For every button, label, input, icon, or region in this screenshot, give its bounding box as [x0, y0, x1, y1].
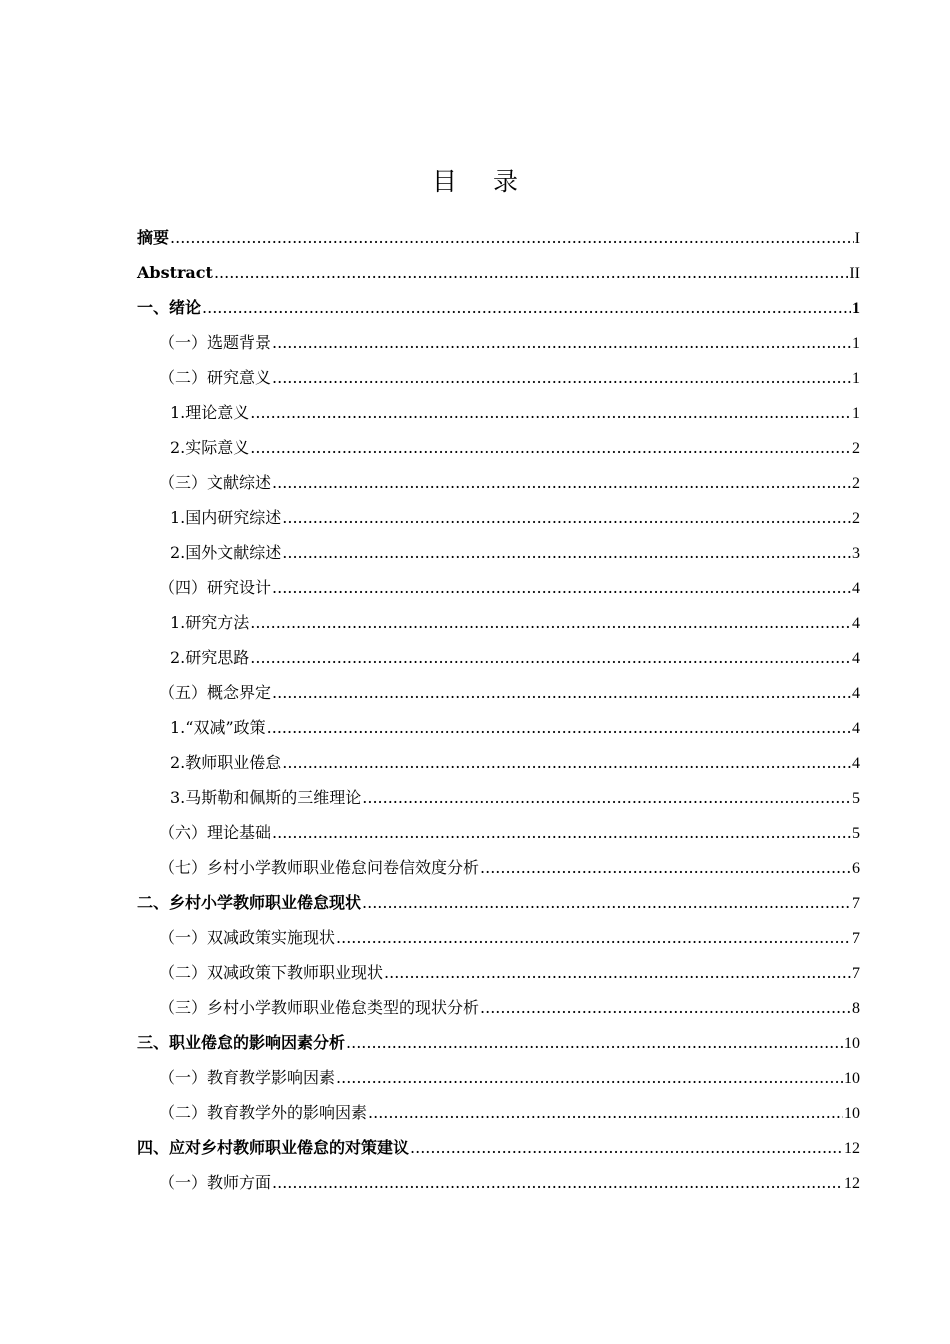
- toc-entry[interactable]: [137, 1060, 860, 1095]
- toc-entry-page-number: 2: [852, 510, 860, 527]
- dot-leader: [346, 1025, 843, 1060]
- dot-leader: [368, 1095, 843, 1130]
- dot-leader: [250, 640, 851, 675]
- dot-leader: [282, 745, 851, 780]
- toc-entry-label: （七）乡村小学教师职业倦怠问卷信效度分析: [159, 858, 480, 877]
- toc-entry[interactable]: [137, 500, 860, 535]
- dot-leader: [336, 1060, 843, 1095]
- toc-entry-label: 2.研究思路: [170, 648, 250, 667]
- toc-entry[interactable]: [137, 430, 860, 465]
- toc-entry[interactable]: [137, 990, 860, 1025]
- toc-entry-page-number: 1: [852, 370, 860, 387]
- dot-leader: [214, 255, 848, 290]
- toc-entry[interactable]: [137, 815, 860, 850]
- toc-entry[interactable]: [137, 535, 860, 570]
- toc-entry-page-number: 8: [852, 1000, 860, 1017]
- toc-entry-page-number: 1: [852, 405, 860, 422]
- toc-entry-page-number: 6: [852, 860, 860, 877]
- toc-entry-label: 2.国外文献综述: [170, 543, 282, 562]
- toc-entry-label: 1.理论意义: [170, 403, 250, 422]
- toc-entry[interactable]: [137, 850, 860, 885]
- toc-entry-label: 摘要: [137, 228, 170, 247]
- toc-entry-label: 1.国内研究综述: [170, 508, 282, 527]
- toc-entry[interactable]: [137, 465, 860, 500]
- toc-entry-page-number: 4: [852, 755, 860, 772]
- dot-leader: [336, 920, 851, 955]
- dot-leader: [250, 395, 851, 430]
- toc-entry[interactable]: [137, 710, 860, 745]
- toc-entry-page-number: 10: [844, 1035, 860, 1052]
- toc-entry-label: 1.“双减”政策: [170, 718, 266, 737]
- dot-leader: [202, 290, 851, 325]
- page-title: 目 录: [432, 167, 532, 196]
- dot-leader: [272, 1165, 843, 1200]
- toc-entry-label: （四）研究设计: [159, 578, 272, 597]
- toc-entry-page-number: 5: [852, 825, 860, 842]
- toc-entry[interactable]: [137, 325, 860, 360]
- toc-entry-page-number: 5: [852, 790, 860, 807]
- toc-entry-label: （三）乡村小学教师职业倦怠类型的现状分析: [159, 998, 480, 1017]
- toc-entry-page-number: 12: [844, 1175, 860, 1192]
- toc-entry[interactable]: [137, 780, 860, 815]
- toc-entry-page-number: II: [849, 265, 860, 282]
- toc-entry-page-number: I: [854, 230, 860, 247]
- toc-entry-label: （三）文献综述: [159, 473, 272, 492]
- toc-entry[interactable]: [137, 220, 860, 255]
- toc-entry[interactable]: [137, 1095, 860, 1130]
- toc-entry-page-number: 1: [852, 335, 860, 352]
- toc-entry-page-number: 1: [852, 300, 860, 317]
- toc-entry-label: （二）双减政策下教师职业现状: [159, 963, 384, 982]
- toc-entry-label: （一）选题背景: [159, 333, 272, 352]
- toc-entry[interactable]: [137, 570, 860, 605]
- toc-entry[interactable]: [137, 605, 860, 640]
- toc-entry-label: 2.实际意义: [170, 438, 250, 457]
- toc-entry-label: （五）概念界定: [159, 683, 272, 702]
- dot-leader: [384, 955, 851, 990]
- toc-entry[interactable]: [137, 1130, 860, 1165]
- dot-leader: [272, 360, 851, 395]
- dot-leader: [480, 990, 851, 1025]
- toc-entry[interactable]: [137, 395, 860, 430]
- dot-leader: [272, 325, 851, 360]
- toc-entry-label: 四、应对乡村教师职业倦怠的对策建议: [137, 1138, 410, 1157]
- toc-entry-page-number: 4: [852, 615, 860, 632]
- toc-entry-label: 二、乡村小学教师职业倦怠现状: [137, 893, 362, 912]
- toc-entry-label: 三、职业倦怠的影响因素分析: [137, 1033, 346, 1052]
- toc-entry-page-number: 2: [852, 475, 860, 492]
- dot-leader: [170, 220, 854, 255]
- toc-entry[interactable]: [137, 1025, 860, 1060]
- toc-entry-page-number: 3: [852, 545, 860, 562]
- toc-entry-page-number: 10: [844, 1105, 860, 1122]
- toc-entry[interactable]: [137, 640, 860, 675]
- dot-leader: [480, 850, 851, 885]
- dot-leader: [410, 1130, 843, 1165]
- dot-leader: [362, 885, 851, 920]
- toc-entry-label: Abstract: [137, 263, 213, 282]
- dot-leader: [282, 535, 851, 570]
- toc-entry-label: （六）理论基础: [159, 823, 272, 842]
- dot-leader: [272, 465, 851, 500]
- toc-entry-page-number: 2: [852, 440, 860, 457]
- toc-entry-page-number: 7: [852, 965, 860, 982]
- toc-entry[interactable]: [137, 920, 860, 955]
- toc-entry-page-number: 4: [852, 650, 860, 667]
- toc-entry-label: 一、绪论: [137, 298, 202, 317]
- toc-entry-page-number: 4: [852, 580, 860, 597]
- toc-entry-label: （一）双减政策实施现状: [159, 928, 336, 947]
- toc-entry[interactable]: [137, 290, 860, 325]
- dot-leader: [362, 780, 851, 815]
- toc-entry[interactable]: [137, 360, 860, 395]
- toc-entry-page-number: 7: [852, 930, 860, 947]
- toc-entry-page-number: 4: [852, 685, 860, 702]
- toc-entry-label: 3.马斯勒和佩斯的三维理论: [170, 788, 362, 807]
- toc-entry[interactable]: [137, 255, 860, 290]
- toc-entry[interactable]: [137, 1165, 860, 1200]
- toc-entry-label: （一）教师方面: [159, 1173, 272, 1192]
- toc-entry-page-number: 4: [852, 720, 860, 737]
- dot-leader: [267, 710, 851, 745]
- toc-entry-page-number: 10: [844, 1070, 860, 1087]
- toc-entry-label: 2.教师职业倦怠: [170, 753, 282, 772]
- toc-entry-label: （二）研究意义: [159, 368, 272, 387]
- dot-leader: [272, 815, 851, 850]
- dot-leader: [272, 570, 851, 605]
- toc-entry[interactable]: [137, 675, 860, 710]
- toc-entry-page-number: 7: [852, 895, 860, 912]
- table-of-contents: [137, 220, 860, 1200]
- dot-leader: [282, 500, 851, 535]
- dot-leader: [272, 675, 851, 710]
- toc-entry-label: （一）教育教学影响因素: [159, 1068, 336, 1087]
- toc-entry[interactable]: [137, 745, 860, 780]
- dot-leader: [250, 605, 851, 640]
- toc-entry[interactable]: [137, 885, 860, 920]
- toc-entry-page-number: 12: [844, 1140, 860, 1157]
- toc-entry-label: （二）教育教学外的影响因素: [159, 1103, 368, 1122]
- toc-entry[interactable]: [137, 955, 860, 990]
- toc-entry-label: 1.研究方法: [170, 613, 250, 632]
- dot-leader: [250, 430, 851, 465]
